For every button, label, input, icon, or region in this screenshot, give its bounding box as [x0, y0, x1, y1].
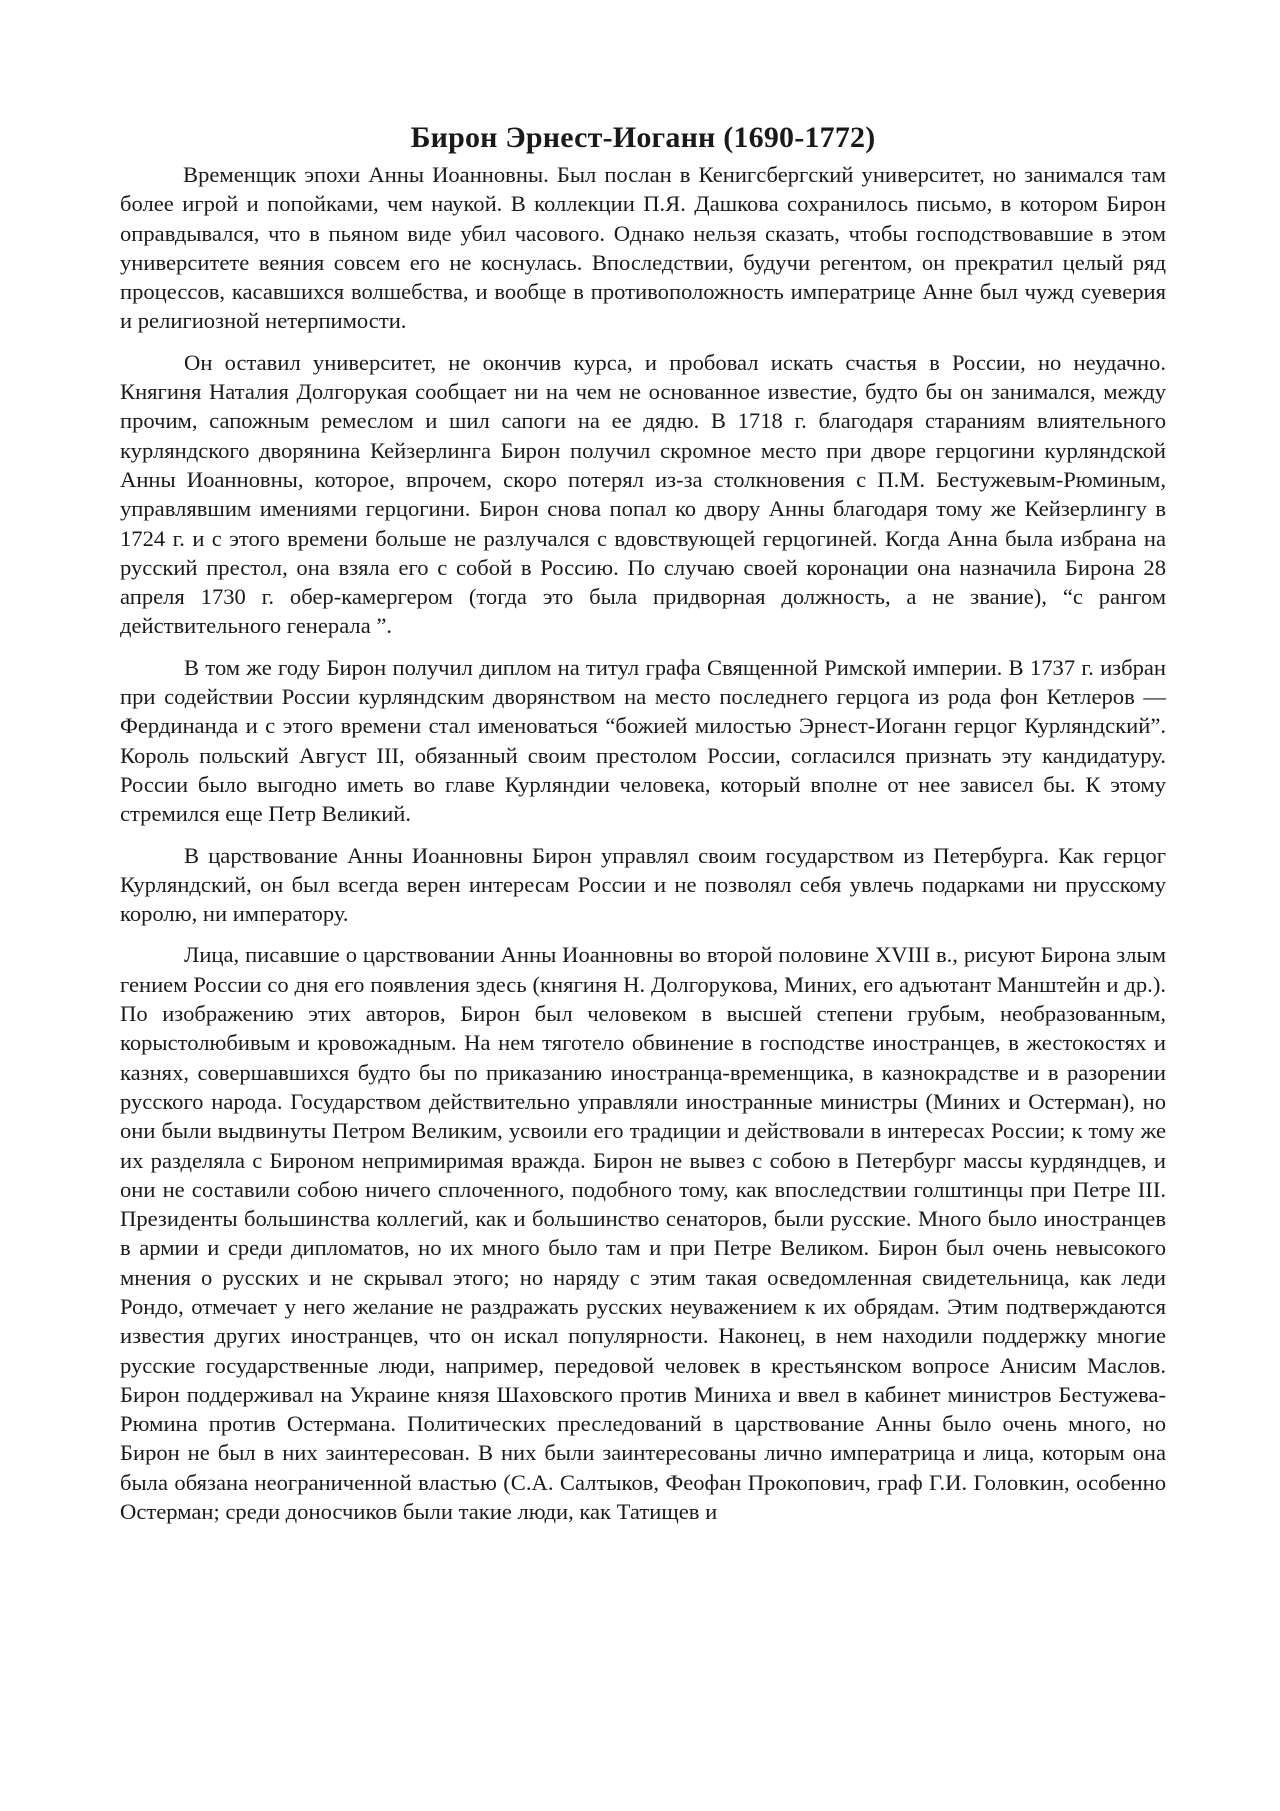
paragraph-3: В том же году Бирон получил диплом на титул графа Священной Римской империи. В 1737 г. избран при содействии России курляндским дворянством на место последнего герцога из рода фон Кетлеров — Фердинанда и с этого времени стал именоваться “божией милостью Эрнест-Иоганн герцог Курляндский”. Король польский Август III, обязанный своим престолом России, согласился признать эту кандидатуру. России было выгодно иметь во главе Курляндии человека, который вполне от нее зависел бы. К этому стремился еще Петр Великий. [120, 654, 1166, 827]
paragraph-2: Он оставил университет, не окончив курса, и пробовал искать счастья в России, но неудачно. Княгиня Наталия Долгорукая сообщает ни на чем не основанное известие, будто бы он занимался, между прочим, сапожным ремеслом и шил сапоги на ее дядю. В 1718 г. благодаря стараниям влиятельного курляндского дворянина Кейзерлинга Бирон получил скромное место при дворе герцогини курляндской Анны Иоанновны, которое, впрочем, скоро потерял из-за столкновения с П.М. Бестужевым-Рюминым, управлявшим имениями герцогини. Бирон снова попал ко двору Анны благодаря тому же Кейзерлингу в 1724 г. и с этого времени больше не разлучался с вдовствующей герцогиней. Когда Анна была избрана на русский престол, она взяла его с собой в Россию. По случаю своей коронации она назначила Бирона 28 апреля 1730 г. обер-камергером (тогда это была придворная должность, а не звание), “с рангом действительного генерала ”. [120, 349, 1166, 639]
paragraph-4: В царствование Анны Иоанновны Бирон управлял своим государством из Петербурга. Как герцог Курляндский, он был всегда верен интересам России и не позволял себя увлечь подарками ни прусскому королю, ни императору. [120, 842, 1166, 927]
paragraph-1: Временщик эпохи Анны Иоанновны. Был послан в Кенигсбергский университет, но занимался там более игрой и попойками, чем наукой. В коллекции П.Я. Дашкова сохранилось письмо, в котором Бирон оправдывался, что в пьяном виде убил часового. Однако нельзя сказать, чтобы господствовавшие в этом университете веяния совсем его не коснулась. Впоследствии, будучи регентом, он прекратил целый ряд процессов, касавшихся волшебства, и вообще в противоположность императрице Анне был чужд суеверия и религиозной нетерпимости. [120, 162, 1166, 334]
document-title: Бирон Эрнест-Иоганн (1690-1772) [410, 121, 876, 154]
paragraph-5: Лица, писавшие о царствовании Анны Иоанновны во второй половине XVIII в., рисуют Бирона злым гением России со дня его появления здесь (княгиня Н. Долгорукова, Миних, его адъютант Манштейн и др.). По изображению этих авторов, Бирон был человеком в высшей степени грубым, необразованным, корыстолюбивым и кровожадным. На нем тяготело обвинение в господстве иностранцев, в жестокостях и казнях, совершавшихся будто бы по приказанию иностранца-временщика, в казнокрадстве и в разорении русского народа. Государством действительно управляли иностранные министры (Миних и Остерман), но они были выдвинуты Петром Великим, усвоили его традиции и действовали в интересах России; к тому же их разделяла с Бироном непримиримая вражда. Бирон не вывез с собою в Петербург массы курдяндцев, и они не составили собою ничего сплоченного, подобного тому, как впоследствии голштинцы при Петре III. Президенты большинства коллегий, как и большинство сенаторов, были русские. Много было иностранцев в армии и среди дипломатов, но их много было там и при Петре Великом. Бирон был очень невысокого мнения о русских и не скрывал этого; но наряду с этим такая осведомленная свидетельница, как леди Рондо, отмечает у него желание не раздражать русских неуважением к их обрядам. Этим подтверждаются известия других иностранцев, что он искал популярности. Наконец, в нем находили поддержку многие русские государственные люди, например, передовой человек в крестьянском вопросе Анисим Маслов. Бирон поддерживал на Украине князя Шаховского против Миниха и ввел в кабинет министров Бестужева-Рюмина против Остермана. Политических преследований в царствование Анны было очень много, но Бирон не был в них заинтересован. В них были заинтересованы лично императрица и лица, которым она была обязана неограниченной властью (С.А. Салтыков, Феофан Прокопович, граф Г.И. Головкин, особенно Остерман; среди доносчиков были такие люди, как Татищев и [120, 942, 1166, 1525]
document-page [120, 120, 1166, 1538]
